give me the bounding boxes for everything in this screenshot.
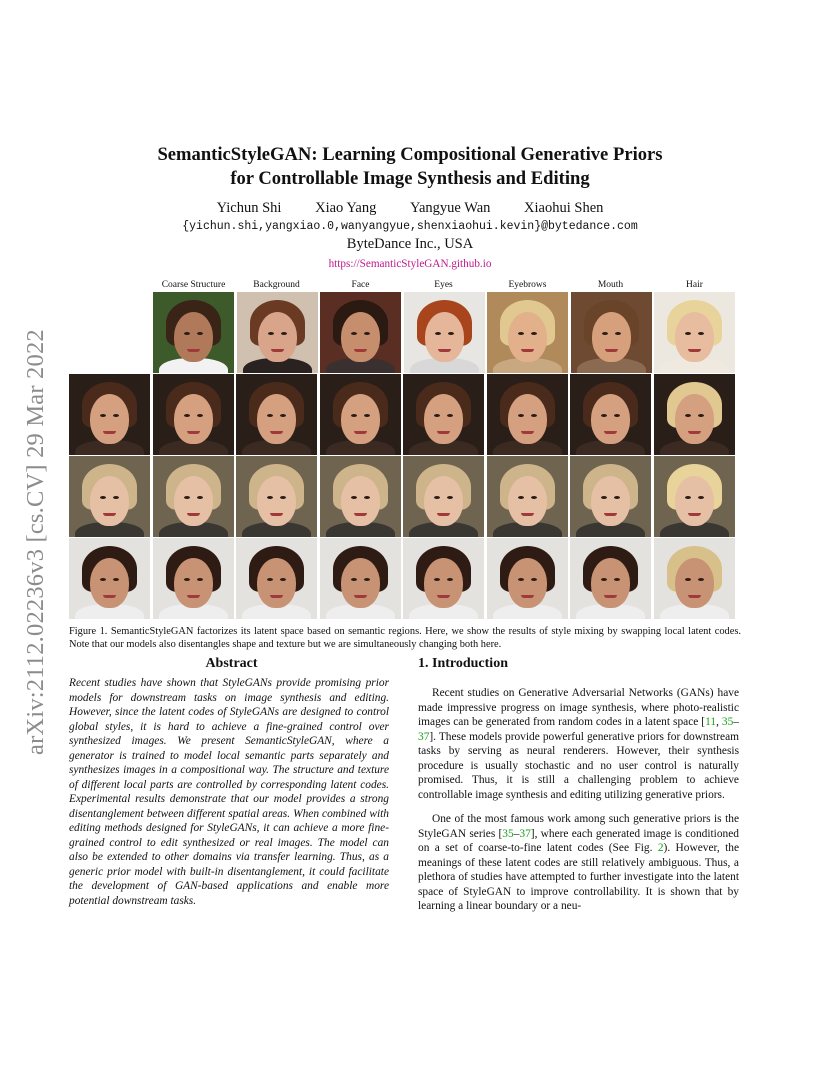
portrait-eye bbox=[351, 332, 357, 335]
portrait-eye bbox=[614, 496, 620, 499]
portrait-face bbox=[424, 394, 463, 444]
text-run: ], where each generated image is conditioned on a set of coarse-to-fine latent codes (See Fig. bbox=[418, 827, 739, 854]
portrait-eye bbox=[447, 578, 453, 581]
portrait-image bbox=[571, 292, 652, 373]
portrait-face bbox=[174, 312, 213, 362]
portrait-eye bbox=[197, 332, 203, 335]
portrait-mouth bbox=[103, 513, 116, 516]
portrait-eye bbox=[351, 578, 357, 581]
portrait-eye bbox=[685, 414, 691, 417]
portrait-face bbox=[257, 394, 296, 444]
portrait-image bbox=[236, 538, 317, 619]
portrait-mouth bbox=[354, 349, 367, 352]
portrait-eye bbox=[614, 414, 620, 417]
portrait-face bbox=[258, 312, 297, 362]
portrait-eye bbox=[113, 578, 119, 581]
citation-link[interactable]: 11 bbox=[705, 716, 717, 728]
text-run: ]. These models provide powerful generative priors for downstream tasks by serving as neural renderers. However, their synthesis procedure is usually stochastic and no user control is naturally promised. Thus, it is still a challenging problem to achieve controllable image synthesis and editing utilizing generative priors. bbox=[418, 730, 739, 801]
portrait-eye bbox=[531, 578, 537, 581]
portrait-mouth bbox=[521, 349, 534, 352]
citation-link[interactable]: 35 bbox=[721, 716, 734, 728]
portrait-face bbox=[592, 312, 631, 362]
portrait-eye bbox=[184, 414, 190, 417]
portrait-eye bbox=[447, 496, 453, 499]
portrait-face bbox=[508, 312, 547, 362]
portrait-image bbox=[403, 456, 484, 537]
portrait-eye bbox=[518, 578, 524, 581]
portrait-eye bbox=[698, 332, 704, 335]
portrait-face bbox=[341, 394, 380, 444]
portrait-mouth bbox=[187, 595, 200, 598]
introduction-heading: 1. Introduction bbox=[418, 656, 508, 671]
portrait-eye bbox=[698, 578, 704, 581]
arxiv-stamp: arXiv:2112.02236v3 [cs.CV] 29 Mar 2022 bbox=[22, 329, 49, 755]
portrait-image bbox=[320, 292, 401, 373]
portrait-eye bbox=[100, 496, 106, 499]
portrait-eye bbox=[435, 332, 441, 335]
portrait-image bbox=[654, 538, 735, 619]
intro-paragraph bbox=[418, 686, 739, 802]
portrait-face bbox=[591, 476, 630, 526]
portrait-eye bbox=[448, 332, 454, 335]
portrait-mouth bbox=[688, 349, 701, 352]
portrait-eye bbox=[280, 496, 286, 499]
portrait-image bbox=[69, 456, 150, 537]
text-run: One of the most famous work among such generative priors is the StyleGAN series [ bbox=[418, 813, 739, 840]
portrait-eye bbox=[698, 414, 704, 417]
column-label: Background bbox=[253, 280, 300, 290]
portrait-image bbox=[487, 374, 568, 455]
portrait-mouth bbox=[187, 349, 200, 352]
portrait-eye bbox=[602, 332, 608, 335]
portrait-mouth bbox=[271, 349, 284, 352]
portrait-image bbox=[237, 292, 318, 373]
author: Xiao Yang bbox=[315, 200, 377, 216]
portrait-eye bbox=[267, 578, 273, 581]
portrait-image bbox=[153, 538, 234, 619]
title-line-2: for Controllable Image Synthesis and Editing bbox=[230, 168, 590, 189]
portrait-face bbox=[174, 394, 213, 444]
portrait-image bbox=[487, 456, 568, 537]
portrait-eye bbox=[351, 414, 357, 417]
portrait-eye bbox=[614, 578, 620, 581]
portrait-mouth bbox=[103, 431, 116, 434]
portrait-mouth bbox=[437, 431, 450, 434]
portrait-eye bbox=[698, 496, 704, 499]
intro-paragraph bbox=[418, 812, 739, 914]
column-label: Face bbox=[351, 280, 370, 290]
author-list bbox=[60, 200, 760, 217]
portrait-eye bbox=[531, 414, 537, 417]
portrait-eye bbox=[267, 414, 273, 417]
author: Xiaohui Shen bbox=[524, 200, 604, 216]
portrait-eye bbox=[601, 496, 607, 499]
portrait-eye bbox=[197, 496, 203, 499]
portrait-face bbox=[508, 476, 547, 526]
portrait-mouth bbox=[521, 513, 534, 516]
title-line-1: SemanticStyleGAN: Learning Compositional Generative Priors bbox=[157, 144, 663, 165]
portrait-eye bbox=[184, 578, 190, 581]
portrait-eye bbox=[685, 496, 691, 499]
portrait-face bbox=[90, 394, 129, 444]
portrait-mouth bbox=[688, 431, 701, 434]
portrait-face bbox=[257, 558, 296, 608]
portrait-image bbox=[487, 292, 568, 373]
portrait-eye bbox=[615, 332, 621, 335]
portrait-image bbox=[570, 374, 651, 455]
portrait-eye bbox=[197, 414, 203, 417]
portrait-eye bbox=[447, 414, 453, 417]
portrait-mouth bbox=[187, 431, 200, 434]
portrait-image bbox=[403, 374, 484, 455]
portrait-mouth bbox=[270, 431, 283, 434]
portrait-image bbox=[153, 456, 234, 537]
citation-link[interactable]: 35 bbox=[502, 827, 514, 840]
portrait-face bbox=[174, 476, 213, 526]
portrait-image bbox=[654, 374, 735, 455]
portrait-face bbox=[508, 394, 547, 444]
portrait-eye bbox=[434, 414, 440, 417]
portrait-eye bbox=[531, 332, 537, 335]
portrait-eye bbox=[100, 578, 106, 581]
portrait-eye bbox=[197, 578, 203, 581]
portrait-mouth bbox=[354, 595, 367, 598]
portrait-image bbox=[69, 538, 150, 619]
portrait-face bbox=[675, 476, 714, 526]
portrait-eye bbox=[267, 496, 273, 499]
portrait-image bbox=[69, 374, 150, 455]
portrait-image bbox=[320, 374, 401, 455]
portrait-eye bbox=[280, 414, 286, 417]
introduction-text bbox=[418, 686, 739, 914]
text-run: ). However, the meanings of these latent codes are still relatively ambiguous. Thus, a plethora of studies have attempted to further investigate into the latent space of StyleGAN to improve controllability. It is shown that by learning a linear boundary or a neu- bbox=[418, 842, 739, 912]
column-label: Eyes bbox=[434, 280, 453, 290]
affiliation: ByteDance Inc., USA bbox=[346, 236, 474, 252]
portrait-eye bbox=[364, 332, 370, 335]
portrait-face bbox=[257, 476, 296, 526]
portrait-image bbox=[236, 456, 317, 537]
portrait-mouth bbox=[270, 513, 283, 516]
portrait-mouth bbox=[604, 431, 617, 434]
citation-link[interactable]: 37 bbox=[519, 827, 531, 840]
portrait-face bbox=[675, 312, 714, 362]
portrait-face bbox=[424, 558, 463, 608]
author: Yangyue Wan bbox=[409, 200, 491, 216]
portrait-mouth bbox=[521, 595, 534, 598]
portrait-eye bbox=[434, 496, 440, 499]
column-label: Mouth bbox=[597, 280, 624, 290]
portrait-eye bbox=[518, 332, 524, 335]
text-run: – bbox=[513, 827, 520, 840]
text-run: , bbox=[716, 716, 722, 728]
column-label: Hair bbox=[686, 280, 703, 290]
citation-link[interactable]: 2 bbox=[657, 842, 664, 854]
text-run: Recent studies on Generative Adversarial Networks (GANs) have made impressive progress on image synthesis, where photo-realistic images can be generated from random codes in a latent space [ bbox=[418, 687, 739, 728]
portrait-face bbox=[591, 558, 630, 608]
portrait-image bbox=[487, 538, 568, 619]
portrait-eye bbox=[281, 332, 287, 335]
column-label: Eyebrows bbox=[508, 280, 547, 290]
portrait-image bbox=[153, 374, 234, 455]
portrait-face bbox=[675, 558, 714, 608]
column-label: Coarse Structure bbox=[161, 280, 226, 290]
portrait-mouth bbox=[187, 513, 200, 516]
portrait-mouth bbox=[688, 513, 701, 516]
portrait-face bbox=[425, 312, 464, 362]
citation-link[interactable]: 37 bbox=[418, 730, 430, 743]
portrait-face bbox=[424, 476, 463, 526]
author: Yichun Shi bbox=[216, 200, 282, 216]
portrait-eye bbox=[601, 414, 607, 417]
portrait-image bbox=[654, 292, 735, 373]
portrait-eye bbox=[100, 414, 106, 417]
portrait-eye bbox=[184, 496, 190, 499]
portrait-eye bbox=[531, 496, 537, 499]
paper-title bbox=[60, 143, 760, 191]
portrait-eye bbox=[351, 496, 357, 499]
portrait-eye bbox=[364, 578, 370, 581]
portrait-eye bbox=[280, 578, 286, 581]
portrait-image bbox=[153, 292, 234, 373]
portrait-mouth bbox=[438, 349, 451, 352]
portrait-mouth bbox=[437, 513, 450, 516]
figure-1-grid bbox=[69, 280, 737, 620]
portrait-eye bbox=[268, 332, 274, 335]
portrait-mouth bbox=[521, 431, 534, 434]
portrait-face bbox=[341, 312, 380, 362]
project-link[interactable]: https://SemanticStyleGAN.github.io bbox=[328, 258, 492, 270]
portrait-eye bbox=[364, 414, 370, 417]
portrait-mouth bbox=[354, 513, 367, 516]
author-emails: {yichun.shi,yangxiao.0,wanyangyue,shenxiaohui.kevin}@bytedance.com bbox=[182, 220, 638, 233]
portrait-eye bbox=[113, 496, 119, 499]
portrait-eye bbox=[113, 414, 119, 417]
portrait-mouth bbox=[103, 595, 116, 598]
portrait-image bbox=[570, 456, 651, 537]
portrait-mouth bbox=[604, 513, 617, 516]
abstract-heading: Abstract bbox=[205, 656, 258, 671]
portrait-eye bbox=[685, 332, 691, 335]
portrait-image bbox=[320, 538, 401, 619]
text-run: – bbox=[733, 716, 739, 728]
portrait-image bbox=[403, 538, 484, 619]
portrait-mouth bbox=[437, 595, 450, 598]
portrait-eye bbox=[685, 578, 691, 581]
portrait-face bbox=[341, 476, 380, 526]
portrait-eye bbox=[518, 496, 524, 499]
portrait-image bbox=[404, 292, 485, 373]
figure-caption: Figure 1. SemanticStyleGAN factorizes its latent space based on semantic regions. Here, we show the results of style mixing by swapping local latent codes. Note that our models also disentangles shape and texture but we are simultaneously changing both here. bbox=[69, 626, 741, 651]
portrait-face bbox=[90, 558, 129, 608]
portrait-face bbox=[508, 558, 547, 608]
portrait-eye bbox=[518, 414, 524, 417]
portrait-face bbox=[90, 476, 129, 526]
portrait-mouth bbox=[604, 595, 617, 598]
abstract-text: Recent studies have shown that StyleGANs provide promising prior models for downstream tasks on image synthesis and editing. However, since the latent codes of StyleGANs are designed to control global styles, it is hard to achieve a fine-grained control over synthesized images. We present SemanticStyleGAN, where a generator is trained to model local semantic parts separately and synthesizes images in a compositional way. The structure and texture of different local parts are controlled by corresponding latent codes. Experimental results demonstrate that our model provides a strong disentanglement between different spatial areas. When combined with editing methods designed for StyleGANs, it can achieve a more fine-grained control to edit synthesized or real images. The model can also be extended to other domains via transfer learning. Thus, as a generic prior model with built-in disentanglement, it could facilitate the development of GAN-based applications and enable more potential downstream tasks. bbox=[69, 677, 389, 907]
portrait-face bbox=[591, 394, 630, 444]
portrait-mouth bbox=[688, 595, 701, 598]
portrait-mouth bbox=[605, 349, 618, 352]
portrait-eye bbox=[434, 578, 440, 581]
portrait-image bbox=[654, 456, 735, 537]
portrait-image bbox=[570, 538, 651, 619]
portrait-image bbox=[236, 374, 317, 455]
portrait-eye bbox=[601, 578, 607, 581]
portrait-image bbox=[320, 456, 401, 537]
portrait-face bbox=[341, 558, 380, 608]
portrait-face bbox=[675, 394, 714, 444]
portrait-mouth bbox=[270, 595, 283, 598]
portrait-face bbox=[174, 558, 213, 608]
portrait-mouth bbox=[354, 431, 367, 434]
portrait-eye bbox=[364, 496, 370, 499]
portrait-eye bbox=[184, 332, 190, 335]
